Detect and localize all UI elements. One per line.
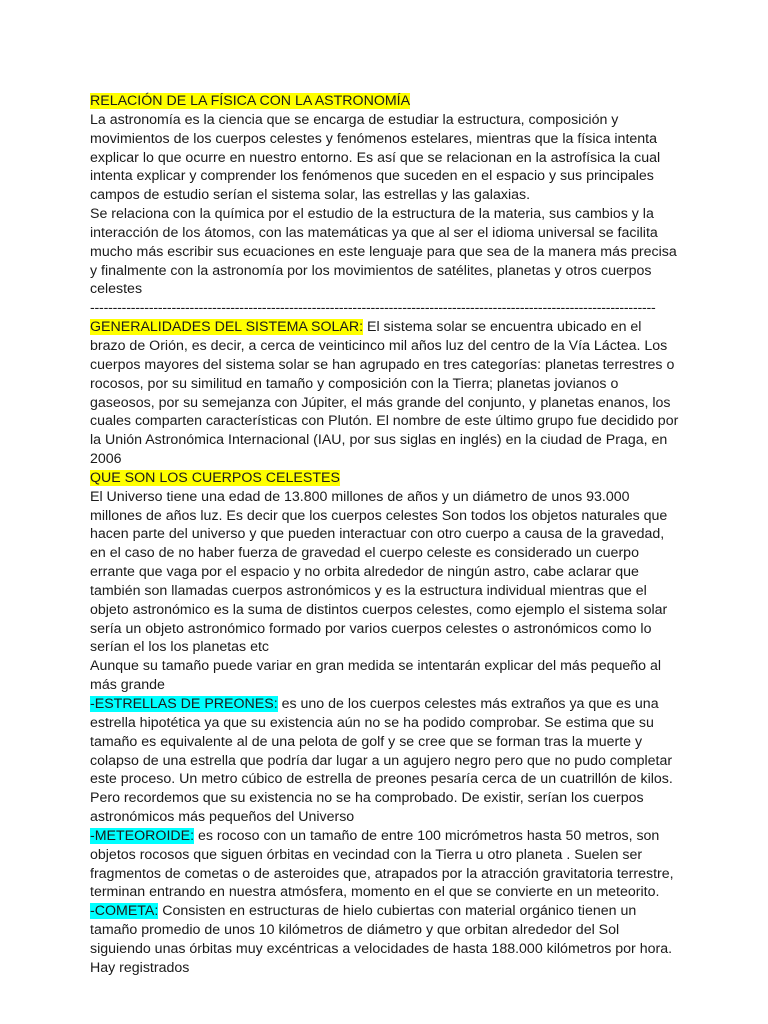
dashed-divider: ----------------------------------------------------------------------------------------------------------------------------- [90,300,656,317]
section-body-text: es uno de los cuerpos celestes más extraños ya que es una estrella hipotética ya que su existencia aún no se ha podido comprobar. Se estima que su tamaño es equivalente al de una pelota de golf y se cree que se forman tras la muerte y colapso de una estrella que podría dar lugar a un agujero negro pero que no pudo completar este proceso. Un metro cúbico de estrella de preones pesaría cerca de un cuatrillón de kilos. Pero recordemos que su existencia no se ha comprobado. De existir, serían los cuerpos astronómicos más pequeños del Universo [90,696,673,826]
section-sistema-solar [90,318,680,469]
section-fisica-paragraph-2: Se relaciona con la química por el estudio de la estructura de la materia, sus cambios y la interacción de los átomos, con las matemáticas ya que al ser el idioma universal se facilita mucho más escribir sus ecuaciones en este lenguaje para que sea de la manera más precisa y finalmente con la astronomía por los movimientos de satélites, planetas y otros cuerpos celestes [90,206,677,298]
section-fisica-heading [90,92,680,111]
section-meteoroide [90,827,680,902]
section-fisica-paragraph-1: La astronomía es la ciencia que se encarga de estudiar la estructura, composición y movimientos de los cuerpos celestes y fenómenos estelares, mientras que la física intenta explicar lo que ocurre en nuestro entorno. Es así que se relacionan en la astrofísica la cual intenta explicar y comprender los fenómenos que suceden en el espacio y sus principales campos de estudio serían el sistema solar, las estrellas y las galaxias. [90,111,661,204]
section-preones [90,695,680,827]
section-body-text: El sistema solar se encuentra ubicado en el brazo de Orión, es decir, a cerca de veinticinco mil años luz del centro de la Vía Láctea. Los cuerpos mayores del sistema solar se han agrupado en tres categorías: planetas terrestres o rocosos, por su similitud en tamaño y composición con la Tierra; planetas jovianos o gaseosos, por su semejanza con Júpiter, el más grande del conjunto, y planetas enanos, los cuales comparten características con Plutón. El nombre de este último grupo fue decidido por la Unión Astronómica Internacional (IAU, por sus siglas en inglés) en la ciudad de Praga, en 2006 [90,319,679,468]
section-cuerpos-paragraph-1: El Universo tiene una edad de 13.800 millones de años y un diámetro de unos 93.000 millones de años luz. Es decir que los cuerpos celestes Son todos los objetos naturales que hacen parte del universo y que pueden interactuar con otro cuerpo a causa de la gravedad, en el caso de no haber fuerza de gravedad el cuerpo celeste es considerado un cuerpo errante que vaga por el espacio y no orbita alrededor de ningún astro, cabe aclarar que también son llamadas cuerpos astronómicos y es la estructura individual mientras que el objeto astronómico es la suma de distintos cuerpos celestes, como ejemplo el sistema solar sería un objeto astronómico formado por varios cuerpos celestes o astronómicos como lo serían el los los planetas etc [90,488,668,656]
document-page [90,92,680,978]
section-cometa [90,902,680,977]
section-body-text: Consisten en estructuras de hielo cubiertas con material orgánico tienen un tamaño promedio de unos 10 kilómetros de diámetro y que orbitan alrededor del Sol siguiendo unas órbitas muy excéntricas a velocidades de hasta 188.000 kilómetros por hora. Hay registrados [90,903,673,976]
heading-highlight: -METEOROIDE: [90,827,195,844]
section-body-text: es rocoso con un tamaño de entre 100 micrómetros hasta 50 metros, son objetos rocosos que siguen órbitas en vecindad con la Tierra u otro planeta . Suelen ser fragmentos de cometas o de asteroides que, atrapados por la atracción gravitatoria terrestre, terminan entrando en nuestra atmósfera, momento en el que se convierte en un meteorito. [90,827,674,901]
heading-highlight: -COMETA: [90,903,159,920]
section-cuerpos-heading [90,469,680,488]
heading-highlight: QUE SON LOS CUERPOS CELESTES [90,469,340,486]
heading-highlight: RELACIÓN DE LA FÍSICA CON LA ASTRONOMÍA [90,93,411,109]
heading-highlight: GENERALIDADES DEL SISTEMA SOLAR: [90,319,364,336]
section-cuerpos-paragraph-2: Aunque su tamaño puede variar en gran medida se intentarán explicar del más pequeño al más grande [90,658,662,694]
heading-highlight: -ESTRELLAS DE PREONES: [90,696,278,712]
